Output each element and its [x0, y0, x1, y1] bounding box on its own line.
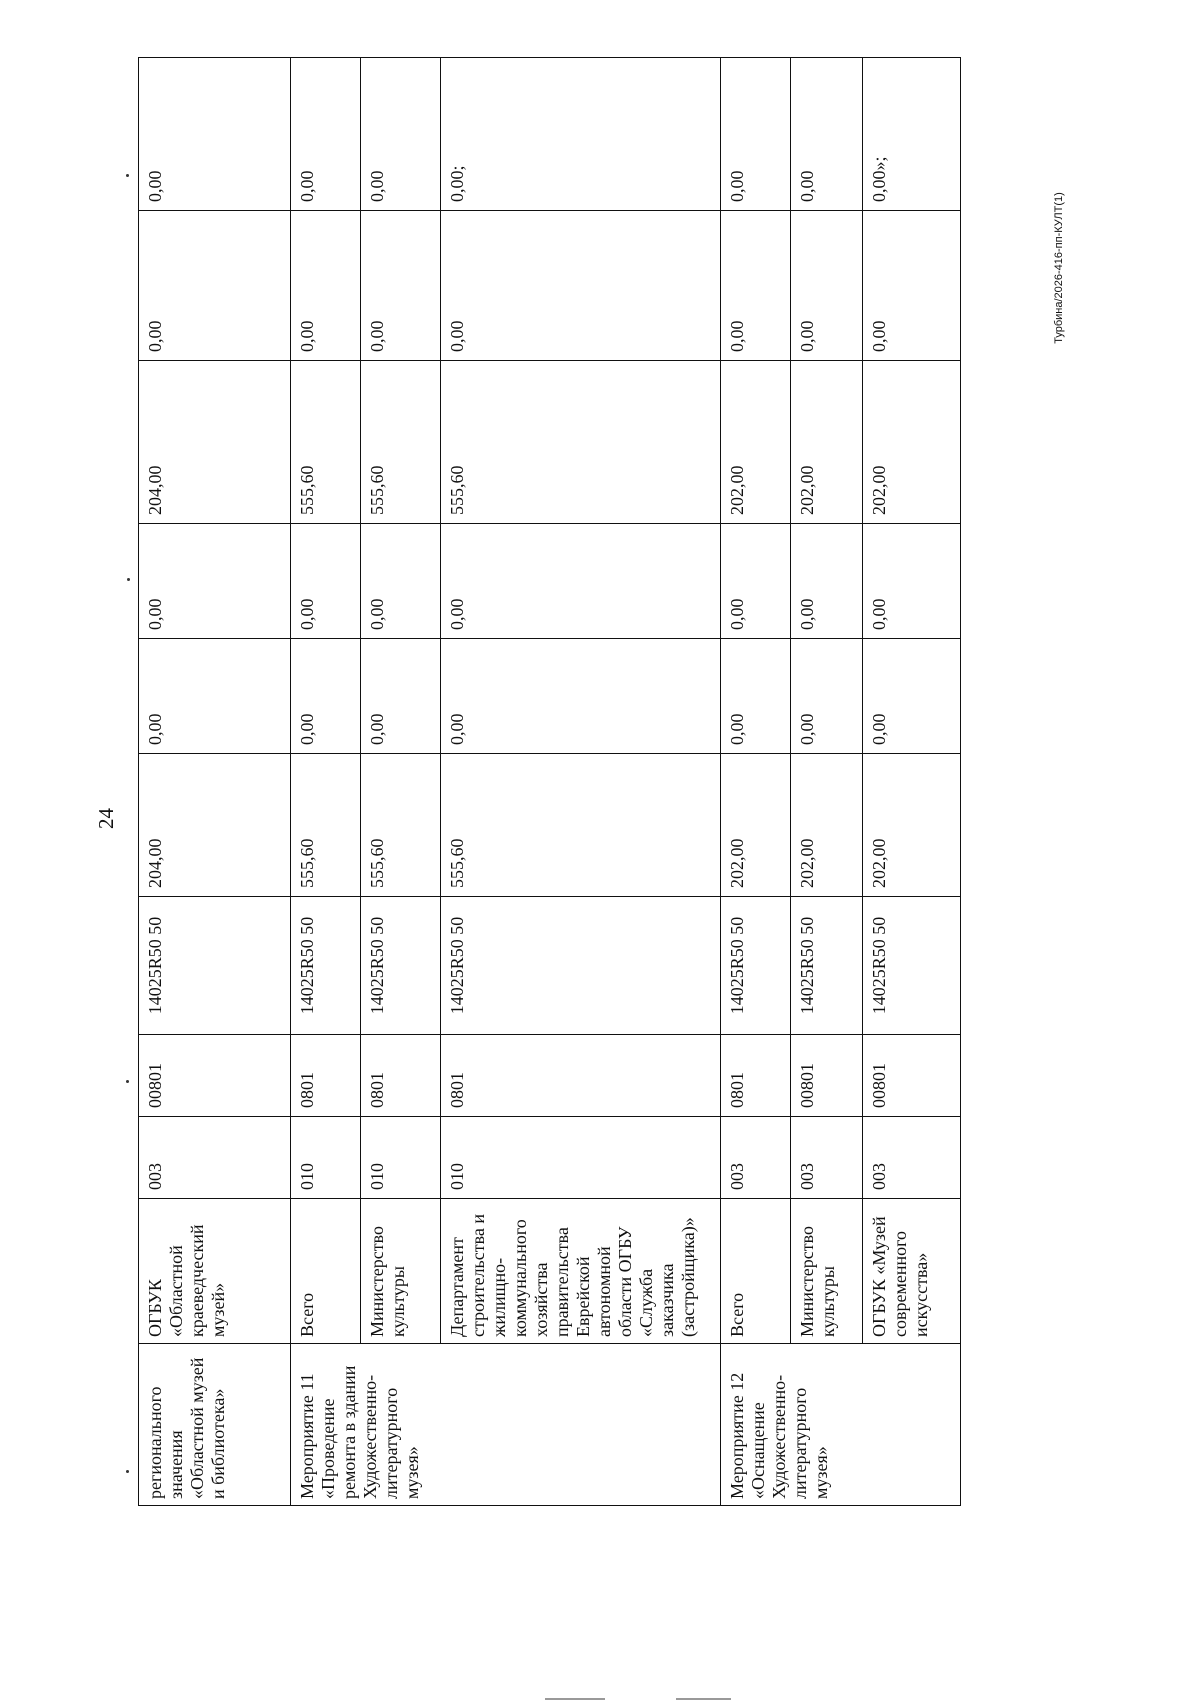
csr-cell: 14025R50 50 [361, 897, 441, 1035]
grbs-cell: 003 [791, 1117, 863, 1199]
csr-cell: 14025R50 50 [291, 897, 361, 1035]
year1-cell: 555,60 [441, 361, 721, 524]
year3-cell: 0,00»; [863, 58, 961, 211]
total-cell: 202,00 [791, 754, 863, 897]
csr-cell: 14025R50 50 [721, 897, 791, 1035]
page-number: 24 [94, 808, 118, 829]
year2-cell: 0,00 [291, 211, 361, 361]
federal-cell: 0,00 [863, 639, 961, 754]
document-code: Турбина/2026-416-пп-КУЛТ(1) [1053, 192, 1065, 344]
year2-cell: 0,00 [361, 211, 441, 361]
year2-cell: 0,00 [721, 211, 791, 361]
federal-cell: 0,00 [721, 639, 791, 754]
year2-cell: 0,00 [863, 211, 961, 361]
scan-smudge [545, 1698, 605, 1700]
executor-cell: Всего [721, 1199, 791, 1344]
year3-cell: 0,00 [721, 58, 791, 211]
regional-cell: 0,00 [139, 524, 291, 639]
total-cell: 555,60 [441, 754, 721, 897]
grbs-cell: 003 [721, 1117, 791, 1199]
table-row [791, 58, 863, 1506]
table-row [441, 58, 721, 1506]
executor-cell: Всего [291, 1199, 361, 1344]
regional-cell: 0,00 [791, 524, 863, 639]
total-cell: 202,00 [721, 754, 791, 897]
federal-cell: 0,00 [441, 639, 721, 754]
rzpr-cell: 00801 [791, 1035, 863, 1117]
total-cell: 555,60 [361, 754, 441, 897]
scan-smudge [676, 1698, 731, 1700]
rzpr-cell: 0801 [291, 1035, 361, 1117]
federal-cell: 0,00 [291, 639, 361, 754]
federal-cell: 0,00 [361, 639, 441, 754]
year1-cell: 202,00 [791, 361, 863, 524]
year2-cell: 0,00 [791, 211, 863, 361]
grbs-cell: 010 [291, 1117, 361, 1199]
csr-cell: 14025R50 50 [441, 897, 721, 1035]
year2-cell: 0,00 [139, 211, 291, 361]
regional-cell: 0,00 [291, 524, 361, 639]
rzpr-cell: 0801 [721, 1035, 791, 1117]
year1-cell: 202,00 [721, 361, 791, 524]
table-row [139, 58, 291, 1506]
rzpr-cell: 0801 [441, 1035, 721, 1117]
rzpr-cell: 00801 [863, 1035, 961, 1117]
regional-cell: 0,00 [361, 524, 441, 639]
event-cell: Мероприятие 12 «Оснащение Художественно-литературного музея» [721, 1344, 961, 1506]
grbs-cell: 003 [863, 1117, 961, 1199]
executor-cell: Министерство культуры [361, 1199, 441, 1344]
regional-cell: 0,00 [441, 524, 721, 639]
csr-cell: 14025R50 50 [139, 897, 291, 1035]
rzpr-cell: 0801 [361, 1035, 441, 1117]
year3-cell: 0,00 [139, 58, 291, 211]
executor-cell: Департамент строительства и жилищно-коммунального хозяйства правительства Еврейской автономной области ОГБУ «Служба заказчика (застройщика)» [441, 1199, 721, 1344]
federal-cell: 0,00 [139, 639, 291, 754]
year1-cell: 555,60 [291, 361, 361, 524]
grbs-cell: 010 [441, 1117, 721, 1199]
executor-cell: ОГБУК «Областной краеведческий музей» [139, 1199, 291, 1344]
year3-cell: 0,00 [291, 58, 361, 211]
budget-table [138, 58, 960, 1506]
scan-speck [127, 578, 130, 581]
table-row [361, 58, 441, 1506]
year3-cell: 0,00 [791, 58, 863, 211]
scan-speck [126, 174, 129, 177]
year2-cell: 0,00 [441, 211, 721, 361]
grbs-cell: 003 [139, 1117, 291, 1199]
csr-cell: 14025R50 50 [791, 897, 863, 1035]
scan-speck [126, 1470, 129, 1473]
table-row [863, 58, 961, 1506]
year1-cell: 555,60 [361, 361, 441, 524]
executor-cell: ОГБУК «Музей современного искусства» [863, 1199, 961, 1344]
regional-cell: 0,00 [863, 524, 961, 639]
year3-cell: 0,00; [441, 58, 721, 211]
year1-cell: 204,00 [139, 361, 291, 524]
grbs-cell: 010 [361, 1117, 441, 1199]
event-cell: Мероприятие 11 «Проведение ремонта в здании Художественно-литературного музея» [291, 1344, 721, 1506]
table-row [721, 58, 791, 1506]
regional-cell: 0,00 [721, 524, 791, 639]
scan-speck [126, 1080, 129, 1083]
executor-cell: Министерство культуры [791, 1199, 863, 1344]
rzpr-cell: 00801 [139, 1035, 291, 1117]
federal-cell: 0,00 [791, 639, 863, 754]
total-cell: 202,00 [863, 754, 961, 897]
total-cell: 555,60 [291, 754, 361, 897]
csr-cell: 14025R50 50 [863, 897, 961, 1035]
total-cell: 204,00 [139, 754, 291, 897]
event-cell: регионального значения «Областной музей и библиотека» [139, 1344, 291, 1506]
year1-cell: 202,00 [863, 361, 961, 524]
year3-cell: 0,00 [361, 58, 441, 211]
table-row [291, 58, 361, 1506]
